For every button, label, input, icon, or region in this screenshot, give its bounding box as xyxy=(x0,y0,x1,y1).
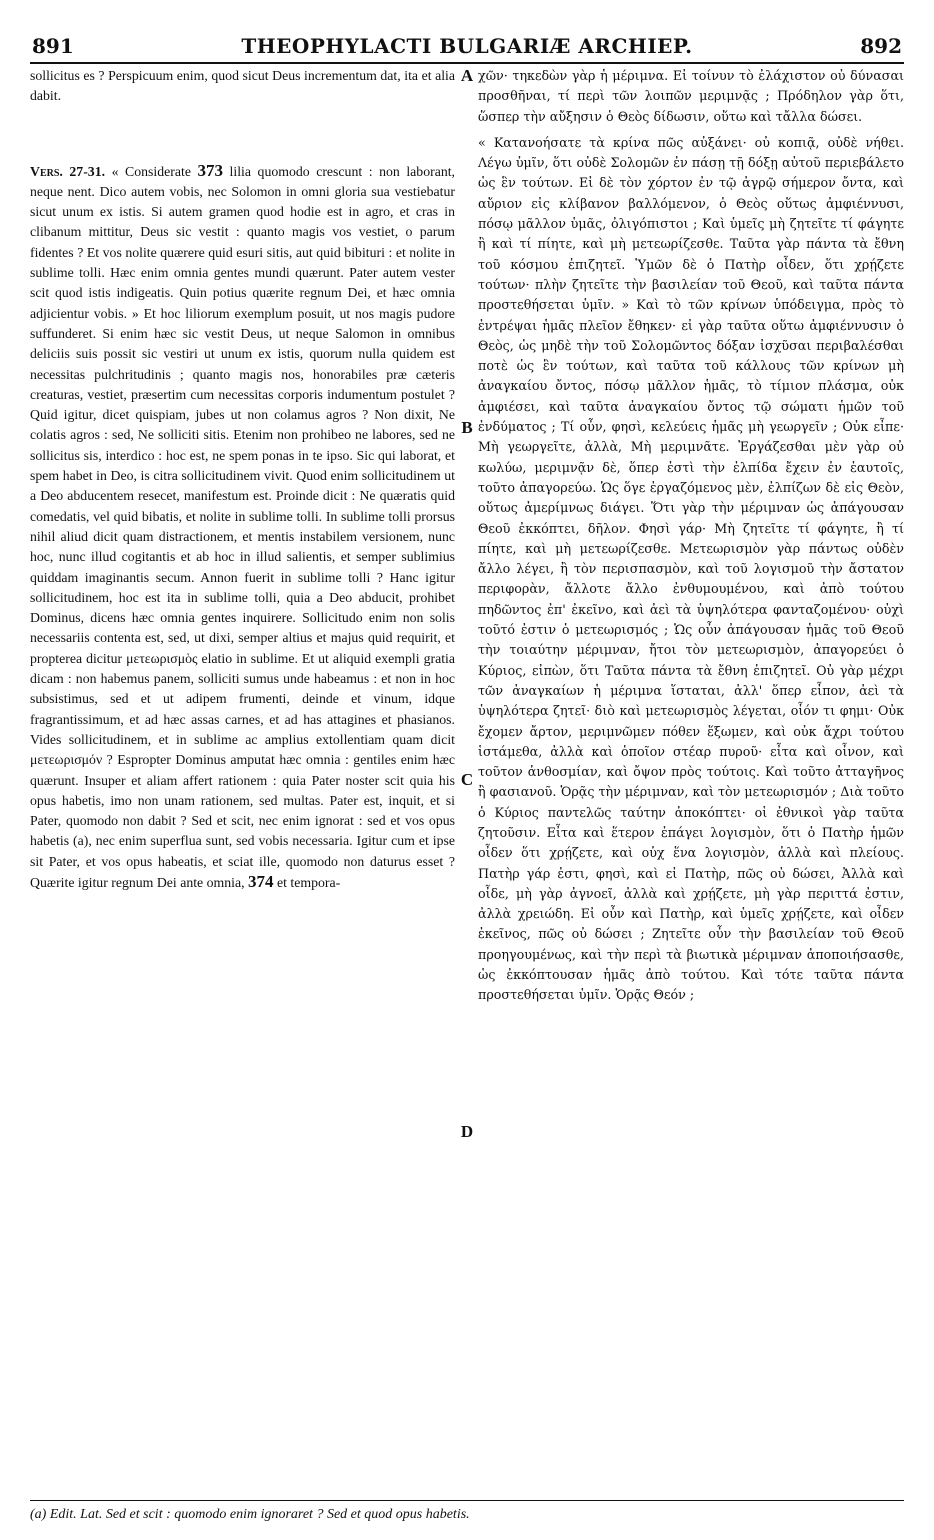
margin-marker-a: A xyxy=(460,66,474,85)
latin-paragraph xyxy=(30,161,455,894)
column-mark-373: 373 xyxy=(197,160,223,180)
margin-marker-b: B xyxy=(461,418,473,437)
greek-paragraph: « Κατανοήσατε τὰ κρίνα πῶς αὐξάνει· οὐ κοπιᾷ, οὐδὲ νήθει. Λέγω ὑμῖν, ὅτι οὐδὲ Σολομῶν ἐν πάσῃ τῇ δόξῃ αὐτοῦ περιεβάλετο ὡς ἓν τούτων. Εἰ δὲ τὸν χόρτον ἐν τῷ ἀγρῷ σήμερον ὄντα, καὶ αὔριον εἰς κλίβανον βαλλόμενον, ὁ Θεὸς οὕτως ἀμφιέννυσι, πόσῳ μᾶλλον ὑμᾶς, ὀλιγόπιστοι ; Καὶ ὑμεῖς μὴ ζητεῖτε τί φάγητε ἢ καὶ τί πίητε, καὶ μὴ μετεωρίζεσθε. Ταῦτα γὰρ πάντα τὰ ἔθνη τοῦ κόσμου ἐπιζητεῖ. Ὑμῶν δὲ ὁ Πατὴρ οἶδεν, ὅτι χρῄζετε τούτων· πλὴν ζητεῖτε τὴν βασιλείαν τοῦ Θεοῦ, καὶ ταῦτα πάντα προστεθήσεται ὑμῖν. » Καὶ τὸ τῶν κρίνων ὑπόδειγμα, πρὸς τὸ ἐντρέψαι ἡμᾶς πλεῖον ἔθηκεν· εἰ γὰρ ταῦτα οὕτω ἀμφιέννυσιν ὁ Θεὸς, ὡς μηδὲ τὴν τοῦ Σολομῶντος δόξαν ἰσχῦσαι περιβαλέσθαι ποτὲ ὡς ἓν τούτων, καὶ ταῦτα τοῦ κάλλους τῶν κρίνων μὴ ἀναγκαίου ὄντος, πόσῳ μᾶλλον ἡμᾶς, τὸ τίμιον πλάσμα, οὐκ ἀμφιέσει, καὶ ταῦτα ἀναγκαίου ὄντος τῷ σώματι ἡμῶν τοῦ ἐνδύματος ; Τί οὖν, φησὶ, κελεύεις ἡμᾶς μὴ γεωργεῖν ; Οὐκ εἶπε· Μὴ γεωργεῖτε, ἀλλὰ, Μὴ μεριμνᾶτε. Ἐργάζεσθαι μὲν γὰρ οὐ κωλύω, μεριμνᾷν δὲ, ὅπερ ἐστὶ τὴν ἐλπίδα ἔχειν ἐν ἑαυτοῖς, τοῦτο ἀπαγορεύω. Ὡς ὅγε ἐργαζόμενος μὲν, ἐλπίζων δὲ εἰς Θεὸν, οὕτως ἀμερίμνως διάγει. Ὅτι γὰρ τὴν μέριμναν ὡς ἀπάγουσαν Θεοῦ ἐκκόπτει, δῆλον. Φησὶ γάρ· Μὴ ζητεῖτε τί φάγητε, ἢ τί πίητε, καὶ μὴ μετεωρίζεσθε. Μετεωρισμὸν γὰρ πάντως οὐδὲν ἄλλο λέγει, ἢ τὸν περισπασμὸν, καὶ τοῦ λογισμοῦ τὴν ἄστατον περιφορὰν, ἄλλοτε ἄλλο ἐνθυμουμένου, καὶ ἀπὸ τούτου πηδῶντος ἐπ' ἐκεῖνο, καὶ ἀεὶ τὰ ὑψηλότερα φανταζομένου· οὐχὶ τοῦτό ἐστιν ὁ μετεωρισμός ; Ὡς οὖν ἀπάγουσαν ἡμᾶς τοῦ Θεοῦ τὴν τοιαύτην μέριμναν, ἤτοι τὸν μετεωρισμὸν, ἀπαγορεύει ὁ Κύριος, εἰπὼν, ὅτι Ταῦτα πάντα τὰ ἔθνη ἐπιζητεῖ. Οὐ γὰρ μέχρι τῶν ἀναγκαίων ἡ μέριμνα ἵσταται, ἀλλ' ὅπερ εἶπον, ἀεὶ τὰ ὑψηλότερα ζητεῖ· διὸ καὶ μετεωρισμὸς λέγεται, οἷόν τι φημι· Οὐκ ἔχομεν ἄρτον, μεριμνῶμεν πόθεν ἕξωμεν, καὶ οὐκ ἄχρι τούτου ἱστάμεθα, ἀλλὰ καὶ ὁποῖον στέαρ πυροῦ· εἶτα καὶ οἶνον, καὶ τοῦτον ἀνθοσμίαν, καὶ ὄψον πρὸς τούτοις. Καὶ τοῦτο ἀτταγῆνος ἢ φασιανοῦ. Ὁρᾷς τὴν μέριμναν, καὶ τὸν μετεωρισμόν ; Διὰ τοῦτο ὁ Κύριος παντελῶς ταύτην ἀποκόπτει· οἱ ἐθνικοὶ γὰρ ταῦτα ζητοῦσιν. Εἶτα καὶ ἕτερον ἐπάγει λογισμὸν, ὅτι ὁ Πατὴρ ἡμῶν οἶδεν ὅτι χρῄζετε, καὶ οὐχ ἕνα λογισμὸν, ἀλλὰ καὶ πλείους. Πατὴρ γάρ ἐστι, φησὶ, καὶ εἰ Πατὴρ, πῶς οὐ δώσει, Ἀλλὰ καὶ οἶδε, μὴ γὰρ ἀγνοεῖ, ἀλλὰ καὶ χρῄζετε, μὴ γὰρ περιττά ἐστιν, ἀλλὰ χρειώδη. Εἰ οὖν καὶ Πατὴρ, καὶ ὑμεῖς χρῄζετε, καὶ οἶδεν ἐκεῖνος, πῶς οὐ δώσει ; Ζητεῖτε οὖν τὴν βασιλείαν τοῦ Θεοῦ προηγουμένως, καὶ τὴν περὶ τὰ βιωτικὰ μέριμναν ἀποποιήσασθε, ὡς ἐκκόπτουσαν ἡμᾶς ἀπὸ τούτου. Καὶ τότε ταῦτα πάντα προστεθήσεται ὑμῖν. Ὁρᾷς Θεόν ; xyxy=(478,134,904,1003)
footnote: (a) Edit. Lat. Sed et scit : quomodo enim ignoraret ? Sed et quod opus habetis. xyxy=(30,1500,904,1523)
page-number-right: 892 xyxy=(860,34,902,58)
latin-intro: sollicitus es ? Perspicuum enim, quod sicut Deus incrementum dat, ita et alia dabit. xyxy=(30,68,455,104)
page-header xyxy=(30,30,904,64)
verse-label: Vers. 27-31. xyxy=(30,163,106,179)
latin-column xyxy=(30,66,455,893)
margin-marker-d: D xyxy=(460,1122,474,1141)
greek-intro: χῶν· τηκεδὼν γὰρ ἡ μέριμνα. Εἰ τοίνυν τὸ ἐλάχιστον οὐ δύνασαι προσθῆναι, τί περὶ τῶν λοιπῶν μεριμνᾷς ; Πρόδηλον γὰρ ὅτι, ὥσπερ τὴν αὔξησιν ὁ Θεὸς δίδωσιν, οὕτω καὶ τἄλλα δώσει. xyxy=(478,68,904,124)
greek-column xyxy=(478,66,904,1006)
page-number-left: 891 xyxy=(32,34,74,58)
running-title: THEOPHYLACTI BULGARIÆ ARCHIEP. xyxy=(241,34,693,58)
latin-text-c: et tempora- xyxy=(276,874,341,890)
column-mark-374: 374 xyxy=(248,871,274,891)
latin-text-b: lilia quomodo crescunt : non laborant, neque nent. Dico autem vobis, nec Solomon in omni gloria sua vestiebatur sicut unum ex istis. Si autem gramen quod hodie est in agro, et cras in clibanum mittitur, Deus sic vestit : quanto magis vos vestiet, o parum fidentes ? Et vos nolite quærere quid esuri sitis, aut quid bibituri : et nolite in sublime tolli. Hæc enim omnia gentes mundi quærunt. Pater autem vester scit quod istis indigeatis. Quin potius quærite regnum Dei, et hæc omnia adjicientur vobis. » Et hoc liliorum exemplum posuit, ut nos magis pudore suffunderet. Si enim hæc sic vestit Deus, ut neque Salomon in omnibus deliciis suis possit sic vestiri ut unum ex istis, quorum nulla quidem est necessitas pulchritudinis ; quanto magis nos, honorabiles præ cæteris creaturas, vestiet, præsertim cum necessitas corporis indumentum postulet ? Quid igitur, dicet quispiam, jubes ut non colamus agros ? Non dixit, Ne colatis agros : sed, Ne solliciti sitis. Etenim non prohibeo ne labores, sed ne sollicitus sis, interdico : hoc est, ne spem ponas in te ipso. Sic qui laborat, et spem habet in Deo, is citra sollicitudinem vivit. Quod enim sollicitudinem ut a Deo abducentem resecet, manifestum est. Proinde dicit : Ne quæratis quid comedatis, vel quid bibatis, et nolite in sublime tolli. In sublime tolli prorsus nihil aliud dicit quam distractionem, et mentis instabilem versionem, nunc hoc, nunc illud cogitantis et ab hoc in illud salientis, et semper sublimius quiddam imaginantis secum. Annon fuerit in sublime tolli ? Hanc igitur sollicitudinem, hoc est ita in sublime tolli, quia a Deo abducit, prohibet Dominus, dicens hæc omnia gentes inquirere. Sollicitudo enim non solis necessariis contenta est, sed, ut dixi, semper altius et majus quid requirit, et propterea dicitur μετεωρισμὸς elatio in sublime. Et ut aliquid exempli gratia dicam : non habemus panem, solliciti sumus unde habeamus : et non in hoc subsistimus, sed et ut adipem frumenti, deinde et vinum, idque fragrantissimum, et ad hæc assas carnes, et ad has attagines et phasianos. Vides sollicitudinem, et in sublime ac amplius extollentiam quam dicit μετεωρισμόν ? Espropter Dominus amputat hæc omnia : gentiles enim hæc quærunt. Insuper et aliam affert rationem : quia Pater noster scit quia his opus habetis, imo non unam rationem, sed multas. Pater est, inquit, et si Pater, quomodo non dabit ? Sed et scit, nec enim ignorat : sed et vos opus habetis (a), nec enim superflua sunt, sed vobis necessaria. Igitur cum et ipse sit Pater, et vos opus habeatis, et sciat ille, quomodo non daturus esset ? Quærite igitur regnum Dei ante omnia, xyxy=(30,163,455,890)
margin-marker-c: C xyxy=(460,770,474,789)
latin-text-a: « Considerate xyxy=(111,163,191,179)
